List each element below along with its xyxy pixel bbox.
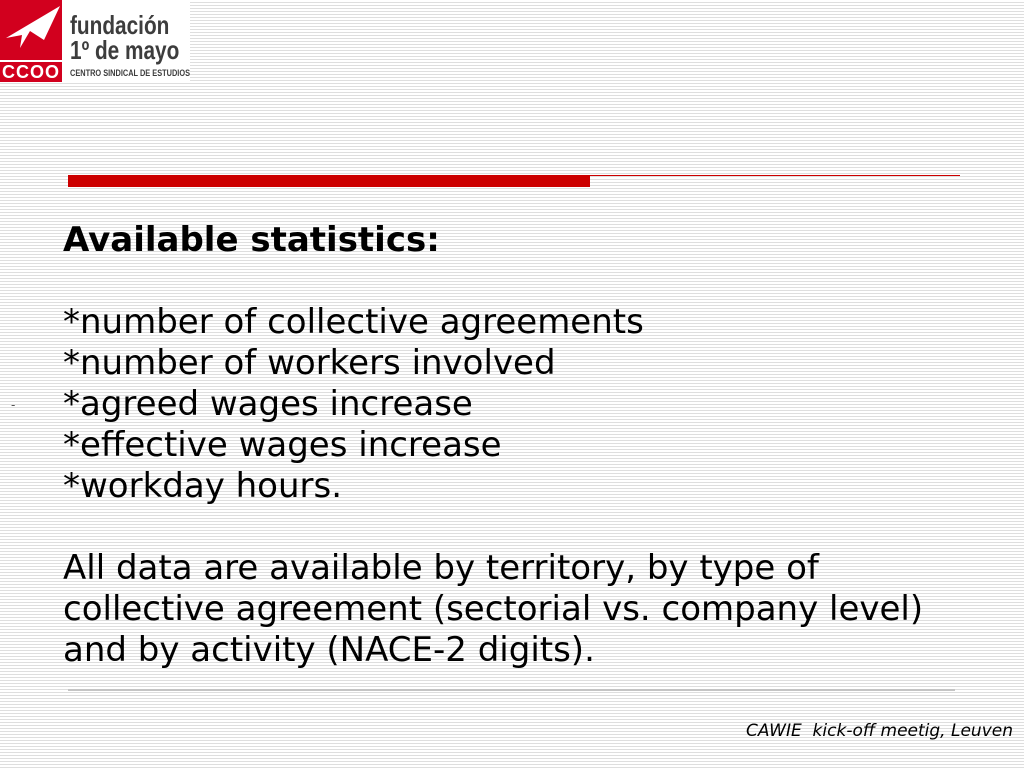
statistics-list	[63, 302, 993, 507]
logo-subtitle: CENTRO SINDICAL DE ESTUDIOS	[70, 68, 191, 78]
list-item: *number of workers involved	[63, 343, 556, 383]
list-item: *number of collective agreements	[63, 302, 644, 342]
list-item: *effective wages increase	[63, 425, 502, 465]
title-accent-bar	[68, 175, 590, 187]
fundacion-logo	[0, 0, 190, 82]
list-item: *workday hours.	[63, 466, 343, 506]
availability-paragraph	[63, 548, 993, 671]
ccoo-logo-mark	[0, 0, 62, 60]
slide-body	[63, 220, 993, 671]
ccoo-wordmark: CCOO	[2, 62, 60, 82]
list-item: *agreed wages increase	[63, 384, 473, 424]
logo-name-line-2: 1º de mayo	[70, 35, 180, 65]
blank-line	[63, 261, 993, 302]
footer-caption: CAWIE kick-off meetig, Leuven	[745, 721, 1013, 741]
title-accent-line	[590, 175, 960, 176]
paragraph-line: All data are available by territory, by type of	[63, 548, 819, 588]
paragraph-line: collective agreement (sectorial vs. company level)	[63, 589, 924, 629]
paragraph-line: and by activity (NACE-2 digits).	[63, 630, 595, 670]
blank-line	[63, 507, 993, 548]
ccoo-arrow-icon	[0, 0, 62, 60]
footer-divider	[68, 689, 955, 691]
logo-name-line-1: fundación	[70, 10, 170, 40]
side-mark: -	[11, 398, 16, 412]
slide-title: Available statistics:	[63, 220, 440, 260]
